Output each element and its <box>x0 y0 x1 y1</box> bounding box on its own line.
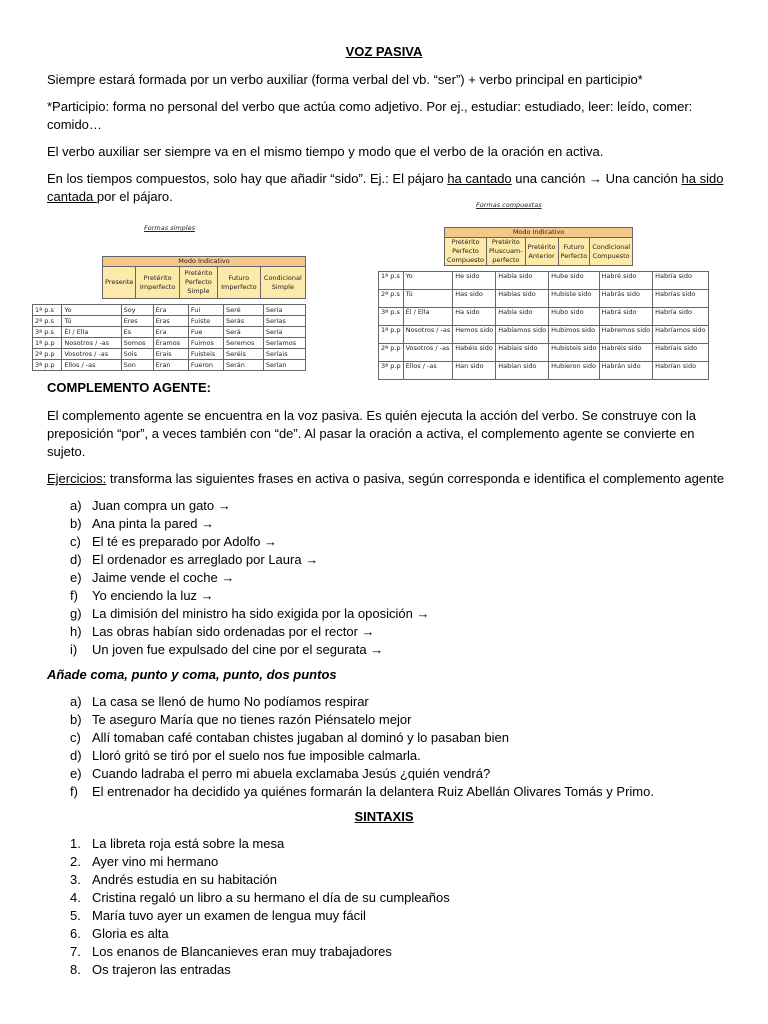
text-part: por el pájaro. <box>96 189 173 204</box>
list-marker: f) <box>70 784 78 799</box>
table-cell: Sois <box>121 349 153 360</box>
list-item <box>70 747 730 765</box>
list-item <box>70 605 730 623</box>
text-part: una canción → Una canción <box>511 171 682 186</box>
table-cell: 2ª p.s <box>379 290 404 308</box>
list-marker: d) <box>70 552 82 567</box>
table-cell: Sería <box>263 327 305 338</box>
list-item <box>70 871 730 889</box>
list-marker: c) <box>70 534 81 549</box>
list-text: Cristina regaló un libro a su hermano el día de su cumpleaños <box>92 890 450 905</box>
list-text: El ordenador es arreglado por Laura → <box>92 552 319 567</box>
table-row <box>379 272 709 290</box>
table-row <box>33 316 306 327</box>
list-item <box>70 533 730 551</box>
column-header: Pretérito Perfecto Compuesto <box>445 238 487 266</box>
table-cell: Vosotros / -as <box>62 349 121 360</box>
table-cell: Hube sido <box>549 272 599 290</box>
list-text: María tuvo ayer un examen de lengua muy fácil <box>92 908 366 923</box>
column-header: Presente <box>103 267 136 299</box>
table-cell: Ha sido <box>453 308 496 326</box>
list-text: Ana pinta la pared → <box>92 516 215 531</box>
table-cell: Yo <box>403 272 453 290</box>
table-row <box>33 305 306 316</box>
table-header <box>444 227 633 266</box>
list-marker: 6. <box>70 926 81 941</box>
text-part: En los tiempos compuestos, solo hay que añadir “sido”. Ej.: El pájaro <box>47 171 448 186</box>
list-item <box>70 907 730 925</box>
modo-label: Modo Indicativo <box>445 228 633 238</box>
table-cell: Son <box>121 360 153 371</box>
table-cell: Nosotros / -as <box>62 338 121 349</box>
conjugation-table <box>378 271 709 380</box>
table-cell: Habremos sido <box>599 326 653 344</box>
exercise-label: Ejercicios: <box>47 471 107 486</box>
table-cell: Ellos / -as <box>403 362 453 380</box>
table-cell: Habríais sido <box>653 344 709 362</box>
table-cell: Ellos / -as <box>62 360 121 371</box>
table-cell: Sería <box>263 305 305 316</box>
table-cell: Él / Ella <box>403 308 453 326</box>
table-row <box>33 360 306 371</box>
table-cell: Habían sido <box>496 362 549 380</box>
table-cell: 1ª p.p <box>33 338 62 349</box>
paragraph-complemento-agente: El complemento agente se encuentra en la voz pasiva. Es quién ejecuta la acción del verbo. Se construye con la preposición “por”, a veces también con “de”. Al pasar la oración a activa, el complemento agente se convierte en sujeto. <box>47 408 696 459</box>
table-cell: Habrían sido <box>653 362 709 380</box>
table-cell: Había sido <box>496 272 549 290</box>
list-item <box>70 925 730 943</box>
list-marker: b) <box>70 712 82 727</box>
table-cell: Seríamos <box>263 338 305 349</box>
table-cell: 1ª p.s <box>379 272 404 290</box>
underlined-text: ha cantado <box>447 171 512 186</box>
exercise-list <box>70 497 730 659</box>
table-cell: 1ª p.p <box>379 326 404 344</box>
table-cell: 3ª p.p <box>33 360 62 371</box>
list-marker: e) <box>70 570 82 585</box>
table-cell: Habré sido <box>599 272 653 290</box>
list-item <box>70 569 730 587</box>
table-cell: Fuiste <box>188 316 223 327</box>
list-marker: g) <box>70 606 82 621</box>
list-marker: e) <box>70 766 82 781</box>
section-heading-puntuacion: Añade coma, punto y coma, punto, dos puntos <box>47 667 337 682</box>
list-text: La dimisión del ministro ha sido exigida por la oposición → <box>92 606 430 621</box>
list-marker: 4. <box>70 890 81 905</box>
table-row <box>379 326 709 344</box>
list-marker: 1. <box>70 836 81 851</box>
table-row <box>379 344 709 362</box>
table-cell: Serías <box>263 316 305 327</box>
table-row <box>33 327 306 338</box>
table-cell: Hubieron sido <box>549 362 599 380</box>
table-cell: He sido <box>453 272 496 290</box>
table-cell: Era <box>153 327 188 338</box>
table-cell: Seré <box>223 305 263 316</box>
table-cell: Seríais <box>263 349 305 360</box>
table-cell: Tú <box>62 316 121 327</box>
list-item <box>70 889 730 907</box>
paragraph-definition: Siempre estará formada por un verbo auxiliar (forma verbal del vb. “ser”) + verbo principal en participio* <box>47 72 643 87</box>
column-header: Pretérito Pluscuam-perfecto <box>487 238 526 266</box>
paragraph-auxiliar: El verbo auxiliar ser siempre va en el mismo tiempo y modo que el verbo de la oración en activa. <box>47 144 604 159</box>
list-text: El entrenador ha decidido ya quiénes formarán la delantera Ruiz Abellán Olivares Tomás y Primo. <box>92 784 654 799</box>
table-cell: Habrá sido <box>599 308 653 326</box>
list-item <box>70 587 730 605</box>
table-cell: Vosotros / -as <box>403 344 453 362</box>
list-text: Te aseguro María que no tienes razón Piénsatelo mejor <box>92 712 412 727</box>
list-marker: b) <box>70 516 82 531</box>
list-item <box>70 853 730 871</box>
table-cell: Éramos <box>153 338 188 349</box>
table-caption: Formas simples <box>144 224 195 232</box>
table-cell: Eres <box>121 316 153 327</box>
list-text: Allí tomaban café contaban chistes jugaban al dominó y lo pasaban bien <box>92 730 510 745</box>
table-cell: Hemos sido <box>453 326 496 344</box>
table-cell: Erais <box>153 349 188 360</box>
list-text: Gloria es alta <box>92 926 169 941</box>
table-cell: Serían <box>263 360 305 371</box>
table-formas-simples <box>32 222 308 369</box>
list-marker: h) <box>70 624 82 639</box>
table-cell: Habríamos sido <box>653 326 709 344</box>
table-cell: Habías sido <box>496 290 549 308</box>
table-cell: Hubiste sido <box>549 290 599 308</box>
list-text: Un joven fue expulsado del cine por el segurata → <box>92 642 384 657</box>
list-item <box>70 765 730 783</box>
list-item <box>70 961 730 979</box>
table-cell: Habíais sido <box>496 344 549 362</box>
table-cell: Hubimos sido <box>549 326 599 344</box>
column-header: Futuro Perfecto <box>558 238 590 266</box>
modo-label: Modo Indicativo <box>103 257 306 267</box>
table-row <box>33 338 306 349</box>
table-cell: 2ª p.p <box>33 349 62 360</box>
table-cell: Habría sido <box>653 272 709 290</box>
list-marker: 5. <box>70 908 81 923</box>
list-text: Andrés estudia en su habitación <box>92 872 278 887</box>
table-cell: Él / Ella <box>62 327 121 338</box>
table-cell: Serás <box>223 316 263 327</box>
table-cell: Habría sido <box>653 308 709 326</box>
table-cell: Yo <box>62 305 121 316</box>
table-cell: Hubisteis sido <box>549 344 599 362</box>
table-row <box>379 308 709 326</box>
table-cell: 2ª p.p <box>379 344 404 362</box>
table-cell: 3ª p.s <box>379 308 404 326</box>
table-cell: 3ª p.s <box>33 327 62 338</box>
list-marker: a) <box>70 694 82 709</box>
table-cell: Has sido <box>453 290 496 308</box>
exercise-text: transforma las siguientes frases en activa o pasiva, según corresponda e identifica el complemento agente <box>106 471 725 486</box>
list-marker: 7. <box>70 944 81 959</box>
table-cell: Fui <box>188 305 223 316</box>
table-cell: Han sido <box>453 362 496 380</box>
list-text: Os trajeron las entradas <box>92 962 231 977</box>
column-header: Condicional Compuesto <box>590 238 633 266</box>
table-cell: Seremos <box>223 338 263 349</box>
table-caption: Formas compuestas <box>476 201 542 209</box>
section-heading-complemento-agente: COMPLEMENTO AGENTE: <box>47 380 211 395</box>
table-cell: Nosotros / -as <box>403 326 453 344</box>
list-item <box>70 783 730 801</box>
exercise-instructions <box>47 470 727 488</box>
table-formas-compuestas <box>378 199 706 381</box>
list-item <box>70 551 730 569</box>
list-item <box>70 711 730 729</box>
list-text: Las obras habían sido ordenadas por el rector → <box>92 624 375 639</box>
section-heading-sintaxis: SINTAXIS <box>354 809 414 824</box>
list-text: La libreta roja está sobre la mesa <box>92 836 285 851</box>
table-cell: Habrás sido <box>599 290 653 308</box>
table-cell: Habrías sido <box>653 290 709 308</box>
list-marker: 3. <box>70 872 81 887</box>
page-title: VOZ PASIVA <box>345 44 423 59</box>
list-marker: a) <box>70 498 82 513</box>
list-text: Los enanos de Blancanieves eran muy trabajadores <box>92 944 392 959</box>
list-marker: f) <box>70 588 78 603</box>
list-text: Yo enciendo la luz → <box>92 588 214 603</box>
syntax-list <box>70 835 730 979</box>
table-cell: Tú <box>403 290 453 308</box>
table-cell: Será <box>223 327 263 338</box>
table-cell: Habrán sido <box>599 362 653 380</box>
list-text: La casa se llenó de humo No podíamos respirar <box>92 694 369 709</box>
table-cell: Habéis sido <box>453 344 496 362</box>
list-item <box>70 835 730 853</box>
list-item <box>70 497 730 515</box>
table-header <box>102 256 306 299</box>
column-header: Pretérito Imperfecto <box>136 267 179 299</box>
column-header: Futuro Imperfecto <box>218 267 261 299</box>
table-cell: Habíamos sido <box>496 326 549 344</box>
column-header: Pretérito Perfecto Simple <box>179 267 217 299</box>
table-cell: Hubo sido <box>549 308 599 326</box>
list-text: Ayer vino mi hermano <box>92 854 219 869</box>
list-item <box>70 693 730 711</box>
table-cell: Fuisteis <box>188 349 223 360</box>
list-item <box>70 943 730 961</box>
table-row <box>379 290 709 308</box>
list-text: El té es preparado por Adolfo → <box>92 534 278 549</box>
table-cell: Fue <box>188 327 223 338</box>
table-cell: Eras <box>153 316 188 327</box>
table-cell: Eran <box>153 360 188 371</box>
table-cell: Fuimos <box>188 338 223 349</box>
table-cell: Fueron <box>188 360 223 371</box>
table-cell: Era <box>153 305 188 316</box>
table-cell: Había sido <box>496 308 549 326</box>
underlined-text: ha sido cantada <box>47 171 724 204</box>
list-marker: 2. <box>70 854 81 869</box>
table-cell: 2ª p.s <box>33 316 62 327</box>
list-marker: i) <box>70 642 78 657</box>
conjugation-table <box>32 304 306 371</box>
list-text: Juan compra un gato → <box>92 498 231 513</box>
list-text: Lloró gritó se tiró por el suelo nos fue imposible calmarla. <box>92 748 421 763</box>
list-item <box>70 641 730 659</box>
list-text: Cuando ladraba el perro mi abuela exclamaba Jesús ¿quién vendrá? <box>92 766 491 781</box>
table-cell: Habréis sido <box>599 344 653 362</box>
list-item <box>70 729 730 747</box>
table-row <box>379 362 709 380</box>
punctuation-list <box>70 693 730 801</box>
table-cell: 1ª p.s <box>33 305 62 316</box>
list-item <box>70 515 730 533</box>
table-cell: Es <box>121 327 153 338</box>
table-cell: 3ª p.p <box>379 362 404 380</box>
table-cell: Seréis <box>223 349 263 360</box>
list-text: Jaime vende el coche → <box>92 570 235 585</box>
column-header: Pretérito Anterior <box>525 238 558 266</box>
column-header: Condicional Simple <box>260 267 305 299</box>
paragraph-participio: *Participio: forma no personal del verbo que actúa como adjetivo. Por ej., estudiar: estudiado, leer: leído, comer: comido… <box>47 99 693 132</box>
list-item <box>70 623 730 641</box>
list-marker: d) <box>70 748 82 763</box>
list-marker: 8. <box>70 962 81 977</box>
list-marker: c) <box>70 730 81 745</box>
table-cell: Somos <box>121 338 153 349</box>
table-cell: Serán <box>223 360 263 371</box>
table-cell: Soy <box>121 305 153 316</box>
table-row <box>33 349 306 360</box>
